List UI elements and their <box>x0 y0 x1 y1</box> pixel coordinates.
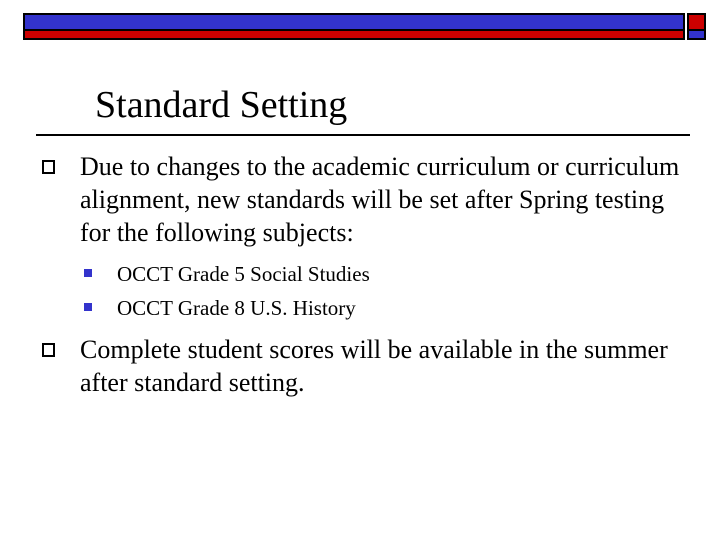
sub-bullet-item <box>117 291 720 325</box>
filled-square-bullet-icon <box>84 269 92 277</box>
bullet-text: Complete student scores will be available in the summer after standard setting. <box>80 335 668 397</box>
filled-square-bullet-icon <box>84 303 92 311</box>
bullet-item <box>80 150 690 249</box>
hollow-square-bullet-icon <box>42 160 55 174</box>
slide-content <box>0 150 720 399</box>
sub-bullet-text: OCCT Grade 8 U.S. History <box>117 296 356 320</box>
sub-bullet-list <box>0 257 720 325</box>
header-bar-red <box>23 31 685 40</box>
bullet-text: Due to changes to the academic curriculum or curriculum alignment, new standards will be set after Spring testing for the following subjects: <box>80 152 680 247</box>
sub-bullet-item <box>117 257 720 291</box>
sub-bullet-text: OCCT Grade 5 Social Studies <box>117 262 370 286</box>
title-underline <box>36 134 690 136</box>
slide-title: Standard Setting <box>95 84 348 126</box>
hollow-square-bullet-icon <box>42 343 55 357</box>
bullet-item <box>80 333 690 399</box>
header-bar-blue <box>23 13 685 31</box>
header-corner-blue-square <box>687 31 706 40</box>
header-corner-red-square <box>687 13 706 31</box>
